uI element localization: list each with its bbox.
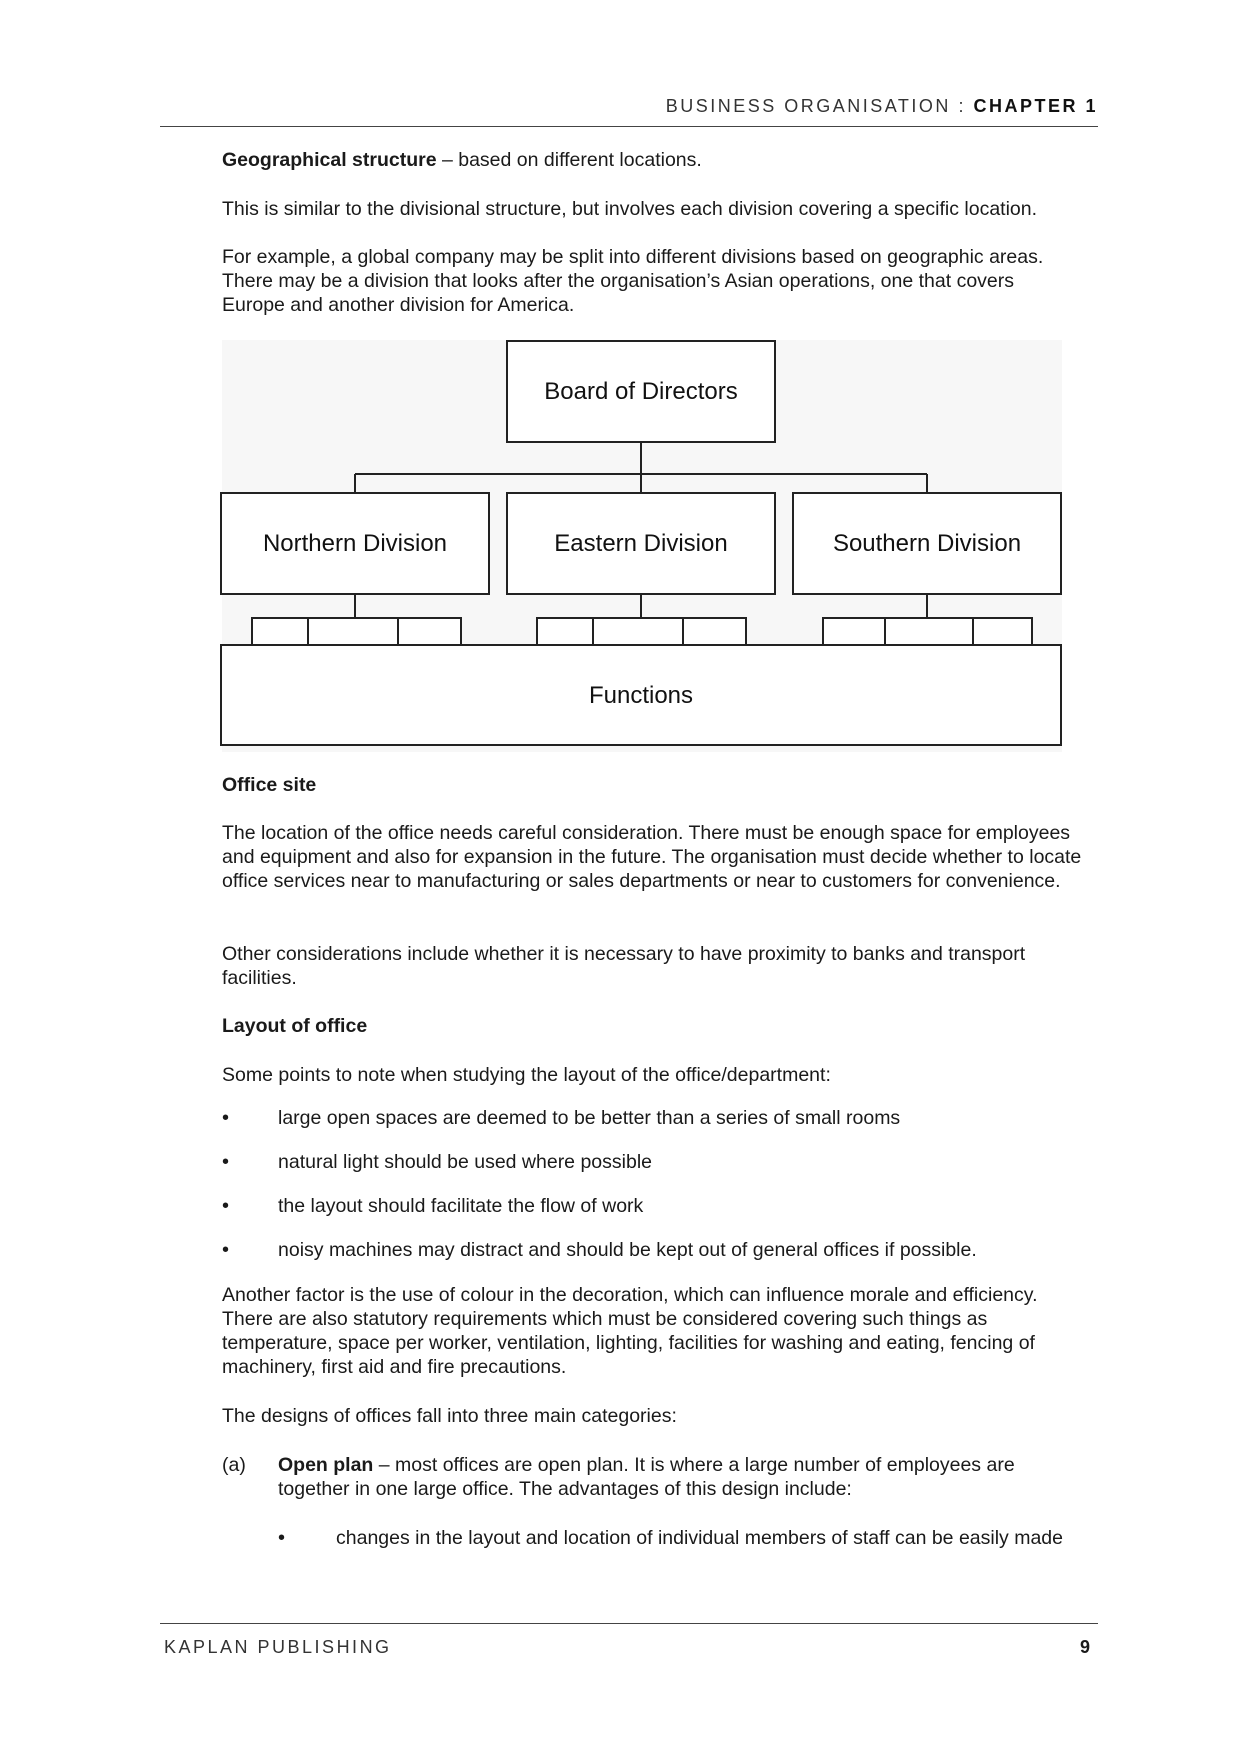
- office-site-paragraph-1: The location of the office needs careful consideration. There must be enough space for employees and equipment and also for expansion in the future. The organisation must decide whether to locate office services near to manufacturing or sales departments or near to customers for convenience.: [222, 822, 1082, 892]
- layout-designs-paragraph: The designs of offices fall into three main categories:: [222, 1405, 677, 1427]
- item-a-rest: – most offices are open plan. It is where a large number of employees are together in one large office. The advantages of this design include:: [278, 1454, 1015, 1500]
- item-a-text: [278, 1453, 1088, 1501]
- bullet-icon: •: [222, 1239, 230, 1261]
- bullet-text: large open spaces are deemed to be better than a series of small rooms: [278, 1107, 901, 1129]
- southern-division-label: Southern Division: [832, 530, 1022, 557]
- office-site-heading: Office site: [222, 774, 317, 796]
- functions-label: Functions: [588, 682, 694, 709]
- page-number: 9: [1079, 1637, 1090, 1657]
- board-label: Board of Directors: [544, 378, 738, 405]
- geo-heading: Geographical structure: [222, 149, 437, 171]
- bullet-text: noisy machines may distract and should be kept out of general offices if possible.: [278, 1239, 977, 1261]
- layout-intro: Some points to note when studying the layout of the office/department:: [222, 1064, 831, 1086]
- bullet-icon: •: [222, 1195, 230, 1217]
- bullet-text: the layout should facilitate the flow of work: [278, 1195, 644, 1217]
- org-chart: [0, 0, 1240, 780]
- geo-paragraph-1: This is similar to the divisional structure, but involves each division covering a specific location.: [222, 198, 1038, 220]
- sub-bullet-text: changes in the layout and location of individual members of staff can be easily made: [336, 1527, 1063, 1549]
- eastern-division-label: Eastern Division: [554, 530, 728, 557]
- geo-paragraph-2: For example, a global company may be split into different divisions based on geographic areas. There may be a division that looks after the organisation’s Asian operations, one that covers Europe and another division for America.: [222, 246, 1044, 316]
- item-a-bold: Open plan: [278, 1454, 374, 1476]
- northern-division-label: Northern Division: [262, 530, 448, 557]
- office-site-paragraph-2: Other considerations include whether it is necessary to have proximity to banks and transport facilities.: [222, 943, 1026, 989]
- bullet-icon: •: [278, 1527, 286, 1549]
- header-separator: :: [958, 96, 966, 116]
- layout-colour-paragraph: Another factor is the use of colour in the decoration, which can influence morale and efficiency. There are also statutory requirements which must be considered covering such things as temperature, space per worker, ventilation, lighting, facilities for washing and eating, fencing of machinery, first aid and fire precautions.: [222, 1284, 1038, 1378]
- footer-rule: [160, 1623, 1098, 1624]
- function-tabs: [252, 618, 1032, 645]
- geo-heading-rest: – based on different locations.: [436, 149, 702, 171]
- footer-publisher: KAPLAN PUBLISHING: [164, 1637, 392, 1657]
- header-chapter: CHAPTER 1: [973, 96, 1098, 116]
- header-section: BUSINESS ORGANISATION: [665, 96, 951, 116]
- item-a-label: (a): [222, 1454, 246, 1476]
- bullet-text: natural light should be used where possible: [278, 1151, 652, 1173]
- layout-heading: Layout of office: [222, 1015, 368, 1037]
- bullet-icon: •: [222, 1151, 230, 1173]
- bullet-icon: •: [222, 1107, 230, 1129]
